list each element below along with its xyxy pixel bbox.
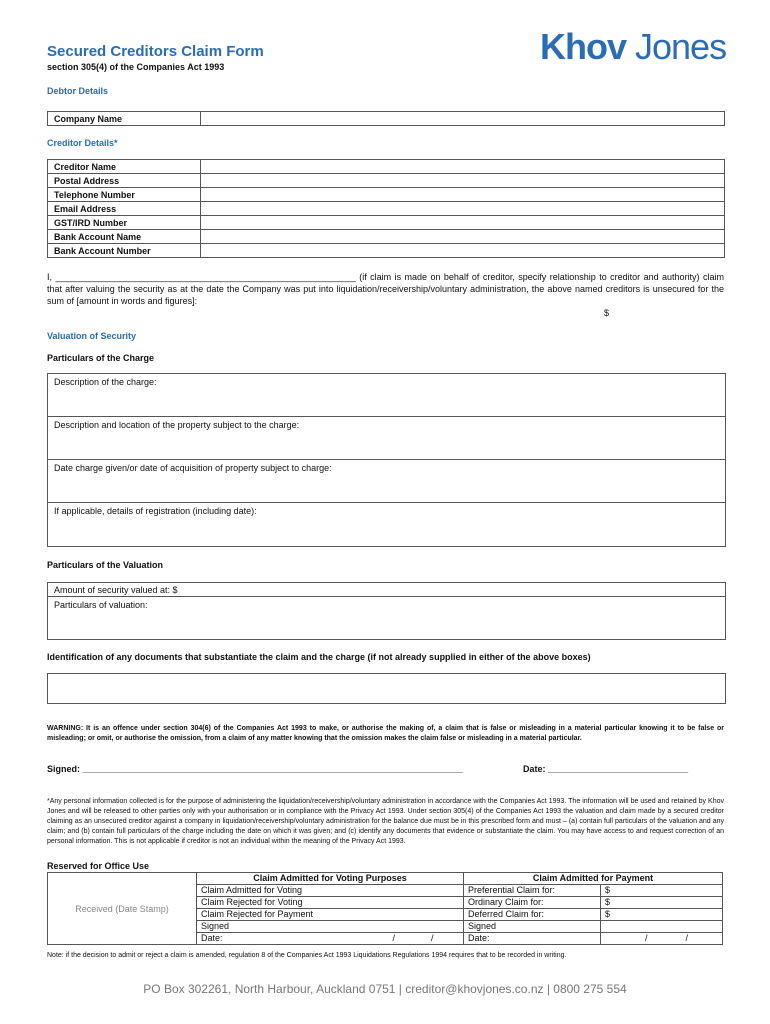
form-subtitle: section 305(4) of the Companies Act 1993 (47, 62, 225, 72)
payment-date-slash-1: / (645, 933, 648, 943)
creditor-table (47, 159, 725, 258)
gst-ird-field[interactable] (201, 216, 725, 230)
valuation-particulars-heading: Particulars of the Valuation (47, 560, 164, 570)
creditor-name-field[interactable] (201, 160, 725, 174)
payment-signed[interactable]: Signed (464, 921, 601, 933)
charge-description-field[interactable]: Description of the charge: (48, 374, 725, 417)
email-field[interactable] (201, 202, 725, 216)
bank-account-name-label: Bank Account Name (48, 230, 201, 244)
preferential-claim-label: Preferential Claim for: (464, 885, 601, 897)
valuation-heading: Valuation of Security (47, 331, 137, 341)
payment-date[interactable] (464, 933, 601, 945)
creditor-name-label: Creditor Name (48, 160, 201, 174)
valuation-particulars-field[interactable]: Particulars of valuation: (54, 600, 148, 610)
company-name-field[interactable] (201, 112, 725, 126)
gst-ird-label: GST/IRD Number (48, 216, 201, 230)
voting-date-slash-1: / (392, 933, 396, 943)
amount-valued-field[interactable]: Amount of security valued at: $ (48, 583, 725, 597)
voting-admitted: Claim Admitted for Voting (197, 885, 464, 897)
documents-heading: Identification of any documents that substantiate the claim and the charge (if not already supplied in either of the above boxes) (47, 652, 591, 662)
signed-line[interactable]: Signed: ____________________________________________________________________________ (47, 764, 463, 774)
debtor-heading: Debtor Details (47, 86, 109, 96)
debtor-table (47, 111, 725, 126)
payment-date-rest[interactable] (601, 933, 723, 945)
payment-date-slash-2: / (685, 933, 689, 943)
deferred-claim-amount[interactable]: $ (601, 909, 723, 921)
footer-contact: PO Box 302261, North Harbour, Auckland 0751 | creditor@khovjones.co.nz | 0800 275 554 (143, 982, 627, 996)
company-logo (540, 26, 726, 68)
voting-heading: Claim Admitted for Voting Purposes (197, 873, 464, 885)
declaration-text: I, ____________________________________________________________ (if claim is made on behalf of creditor, specify relationship to creditor and authority) claim that after valuing the security as at the date the Company was put into liquidation/receivership/voluntary administration, the above named creditors is unsecured for the sum of [amount in words and figures]: (47, 272, 724, 306)
voting-date-slash-2: / (431, 933, 434, 943)
voting-rejected: Claim Rejected for Voting (197, 897, 464, 909)
bank-account-name-field[interactable] (201, 230, 725, 244)
date-line[interactable]: Date: ____________________________ (523, 764, 689, 774)
email-label: Email Address (48, 202, 201, 216)
property-location-field[interactable]: Description and location of the property subject to the charge: (48, 417, 725, 460)
form-title: Secured Creditors Claim Form (47, 43, 264, 60)
deferred-claim-label: Deferred Claim for: (464, 909, 601, 921)
company-name-label: Company Name (48, 112, 201, 126)
voting-signed[interactable]: Signed (197, 921, 464, 933)
registration-details-field[interactable]: If applicable, details of registration (including date): (54, 506, 257, 516)
documents-field[interactable] (47, 673, 726, 704)
payment-date-label: Date: (468, 933, 490, 943)
logo-part1: Khov (540, 26, 626, 67)
postal-address-label: Postal Address (48, 174, 201, 188)
telephone-field[interactable] (201, 188, 725, 202)
logo-part2: Jones (635, 26, 727, 67)
bank-account-number-field[interactable] (201, 244, 725, 258)
bank-account-number-label: Bank Account Number (48, 244, 201, 258)
payment-heading: Claim Admitted for Payment (464, 873, 723, 885)
creditor-heading: Creditor Details* (47, 138, 118, 148)
voting-date[interactable] (197, 933, 464, 945)
office-use-heading: Reserved for Office Use (47, 861, 150, 871)
valuation-box (47, 582, 726, 640)
ordinary-claim-label: Ordinary Claim for: (464, 897, 601, 909)
date-stamp-area: Received (Date Stamp) (48, 873, 197, 945)
declaration-dollar: $ (604, 308, 610, 318)
charge-box (47, 373, 726, 547)
ordinary-claim-amount[interactable]: $ (601, 897, 723, 909)
postal-address-field[interactable] (201, 174, 725, 188)
preferential-claim-amount[interactable]: $ (601, 885, 723, 897)
office-use-table (47, 872, 723, 945)
payment-rejected: Claim Rejected for Payment (197, 909, 464, 921)
privacy-notice: *Any personal information collected is for the purpose of administering the liquidation/receivership/voluntary administration in accordance with the Companies Act 1993. The information will be used and retained by Khov Jones and will be released to other parties only with your authorisation or in compliance with the Privacy Act 1993. Under section 305(4) of the Companies Act 1993 the valuation and claim made by a secured creditor claiming as an unsecured creditor against a company in liquidation/receivership/voluntary administration for the balance due must be in this prescribed form and must – (a) contain full particulars of the valuation and any claim; and (b) contain full particulars of the charge including the date on which it was given; and (c) identify any documents that evidence or substantiate the claim. You may have access to and request correction of an personal information. This is not applicable if creditor is not an individual within the meaning of the Privacy Act 1993. (47, 798, 724, 845)
telephone-label: Telephone Number (48, 188, 201, 202)
regulation-note: Note: if the decision to admit or reject a claim is amended, regulation 8 of the Companies Act 1993 Liquidations Regulations 1994 requires that to be recorded in writing. (47, 952, 567, 959)
voting-date-label: Date: (201, 933, 223, 943)
warning-text: WARNING: It is an offence under section 304(6) of the Companies Act 1993 to make, or authorise the making of, a claim that is false or misleading in a material particular knowing it to be false or misleading; or omit, or authorise the omission, from a claim of any matter knowing that the omission makes the claim false or misleading in a material particular. (47, 725, 724, 742)
charge-heading: Particulars of the Charge (47, 353, 155, 363)
charge-date-field[interactable]: Date charge given/or date of acquisition of property subject to charge: (48, 460, 725, 503)
